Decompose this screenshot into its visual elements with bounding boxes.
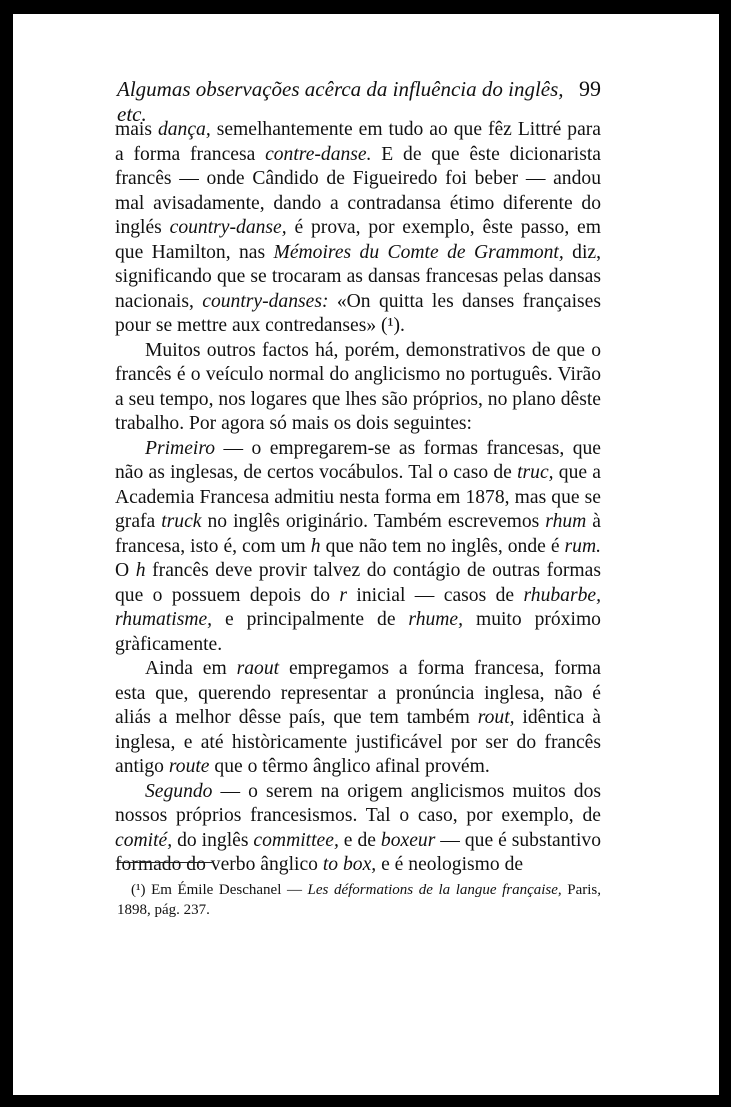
running-title: Algumas observações acêrca da influência do inglês, etc. [117,77,564,126]
footnote-divider [117,862,212,863]
paragraph-1: mais dança, semelhantemente em tudo ao que fêz Littré para a forma francesa contre-danse. E de que êste dicionarista francês — onde Cândido de Figueiredo foi beber — andou mal avisadamente, dando a contradansa étimo diferente do inglés country-danse, é prova, por exemplo, êste passo, em que Hamilton, nas Mémoires du Comte de Grammont, diz, significando que se trocaram as dansas francesas pelas dansas nacionais, country-danses: «On quitta les danses françaises pour se mettre aux contredanses» (¹). [115,119,602,336]
body-text [115,118,601,878]
paragraph-4: Ainda em raout empregamos a forma francesa, forma esta que, querendo representar a pronúncia inglesa, não é aliás a melhor dêsse país, que tem também rout, idêntica à inglesa, e até històricamente justificável por ser do francês antigo route que o têrmo ânglico afinal provém. [115,658,601,777]
book-page [13,14,719,1095]
paragraph-3: Primeiro — o empregarem-se as formas francesas, que não as inglesas, de certos vocábulos. Tal o caso de truc, que a Academia Francesa admitiu nesta forma em 1878, mas que se grafa truck no inglês originário. Também escrevemos rhum à francesa, isto é, com um h que não tem no inglês, onde é rum. O h francês deve provir talvez do contágio de outras formas que o possuem depois do r inicial — casos de rhubarbe, rhumatisme, e principalmente de rhume, muito próximo gràficamente. [115,437,602,655]
paragraph-5: Segundo — o serem na origem anglicismos muitos dos nossos próprios francesismos. Tal o caso, por exemplo, de comité, do inglês committee, e de boxeur — que é substantivo formado do verbo ânglico to box, e é neologismo de [115,780,602,875]
footnote-text: (¹) Em Émile Deschanel — Les déformations de la langue française, Paris, 1898, pág. 237. [117,882,602,918]
page-number: 99 [579,76,601,101]
paragraph-2: Muitos outros factos há, porém, demonstrativos de que o francês é o veículo normal do anglicismo no português. Virão a seu tempo, nos logares que lhes são próprios, no plano dêste trabalho. Por agora só mais os dois seguintes: [115,339,601,434]
footnote [117,880,601,920]
